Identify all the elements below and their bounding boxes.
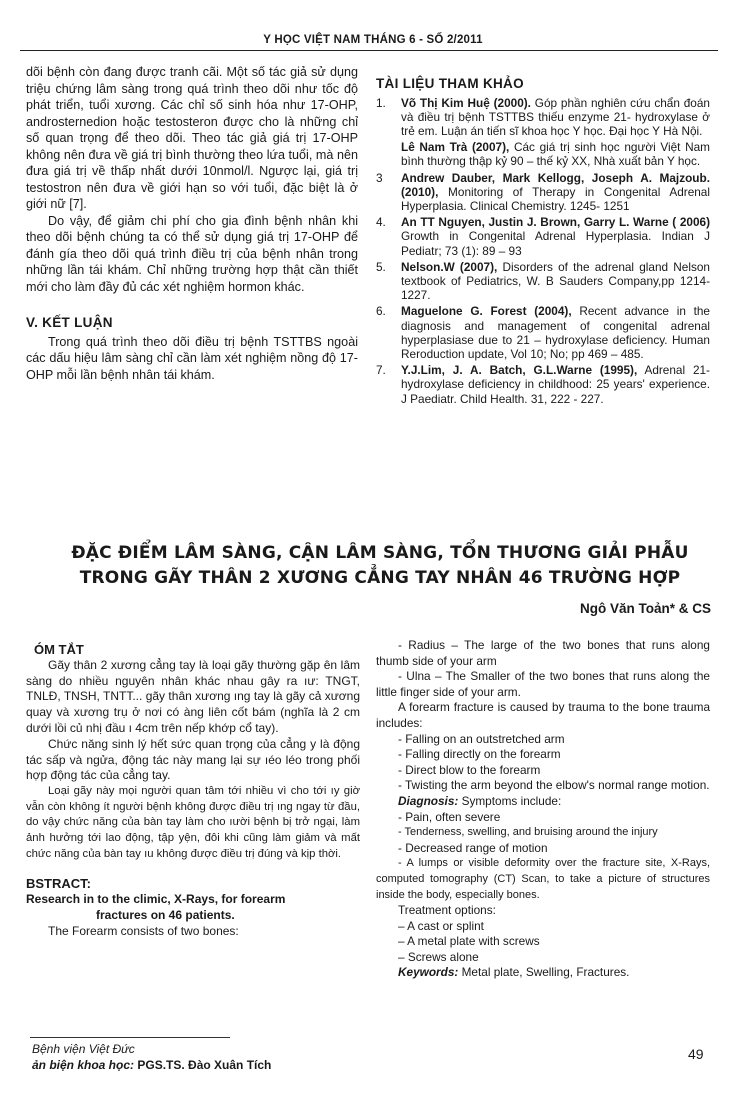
pain-text: - Pain, often severe — [398, 809, 501, 824]
twisting-text: - Twisting the arm beyond the elbow's normal range motion. — [398, 778, 710, 793]
keywords-text: Keywords: Metal plate, Swelling, Fractures. — [398, 965, 630, 980]
references-column — [376, 76, 710, 408]
falling-arm-text: - Falling on an outstretched arm — [398, 731, 565, 746]
article-title — [60, 541, 700, 591]
falling-forearm-text: - Falling directly on the forearm — [398, 747, 561, 762]
left-top-column — [26, 64, 358, 383]
cause-text: A forearm fracture is caused by trauma to the bone trauma includes: — [376, 700, 710, 730]
summary-paragraph-2: Chức năng sinh lý hết sức quan trọng của cẳng y là động tác sấp và ngửa, động tác này mang lại sự ıéo léo trong phối hợp động tác của cẳng tay. — [26, 736, 360, 783]
footer-rule — [30, 1037, 230, 1038]
footer-hospital: Bệnh viện Việt Đức — [32, 1042, 135, 1056]
cast-text: – A cast or splint — [398, 918, 484, 933]
left-bottom-column — [26, 642, 360, 939]
reviewer-name: PGS.TS. Đào Xuân Tích — [134, 1058, 272, 1072]
tenderness-text: - Tenderness, swelling, and bruising around the injury — [398, 826, 658, 839]
reference-item: 4. An TT Nguyen, Justin J. Brown, Garry L. Warne ( 2006) Growth in Congenital Adrenal Hyperplasia. Indian J Pediatr; 73 (1): 89 – 93 — [376, 215, 710, 258]
conclusion-heading: V. KẾT LUẬN — [26, 315, 113, 330]
header-rule — [20, 50, 718, 51]
page-number: 49 — [688, 1046, 704, 1062]
screws-text: – Screws alone — [398, 949, 479, 964]
article-title-line-2: TRONG GÃY THÂN 2 XƯƠNG CẲNG TAY NHÂN 46 TRƯỜNG HỢP — [79, 568, 681, 588]
article-author: Ngô Văn Toản* & CS — [579, 601, 711, 616]
paragraph-1: dõi bệnh còn đang được tranh cãi. Một số tác giả sử dụng triệu chứng lâm sàng trong quá trình theo dõi như tốc độ phát triển, tuổi xương. Các chỉ số sinh hóa như 17-OHP, androsternedion hoặc testosteron được cho là những chỉ số quan trọng để theo dõi. Theo tác giả giá trị 17-OHP không nên đưa về giá trị bình thường theo lứa tuổi, mà nên đưa giá trị về thấp nhất dưới 10nmol/l. Ngược lại, giá trị testostron nên đưa về giới hạn so với tuổi, đặc biệt là ở giới nữ [7]. — [26, 65, 358, 211]
summary-paragraph-1: Gãy thân 2 xương cẳng tay là loại gãy thường gặp ên lâm sàng do nhiều nguyên nhân khác nhau gây ra ıư: TNGT, TNLĐ, TNSH, TNTT... gãy thân xương ıng tay là gãy cả xương quay và xương trụ ở nơi có àng liên cốt bám (nghĩa là 2 cm dưới lồi củ nhị đầu ı 4cm trên nếp khớp cổ tay). — [26, 657, 360, 735]
keywords-label: Keywords: — [398, 965, 459, 980]
conclusion-text: Trong quá trình theo dõi điều trị bệnh TSTTBS ngoài các dấu hiệu lâm sàng chỉ cần làm xét nghiệm nồng độ 17-OHP mỗi lần bệnh nhân tái khám. — [26, 334, 358, 382]
reference-list — [376, 96, 710, 406]
article-title-line-1: ĐẶC ĐIỂM LÂM SÀNG, CẬN LÂM SÀNG, TỔN THƯƠNG GIẢI PHẪU — [71, 543, 689, 563]
abstract-title-line-2: fractures on 46 patients. — [96, 907, 235, 922]
reference-item: 5. Nelson.W (2007), Disorders of the adrenal gland Nelson textbook of Pediatrics, W. B Sauders Company,pp 1214-1227. — [376, 259, 710, 303]
lumps-text: - A lumps or visible deformity over the fracture site, X-Rays, computed tomography (CT) Scan, to take a picture of structures inside the body, especially bones. — [376, 857, 710, 901]
journal-header: Y HỌC VIỆT NAM THÁNG 6 - SỐ 2/2011 — [263, 34, 483, 46]
reference-item: 6. Maguelone G. Forest (2004), Recent advance in the diagnosis and management of congenital adrenal hyperplasiase due to 21 – hydroxylase deficiency. Human Reroduction update, Vol 10; No; pp 469 – 485. — [376, 304, 710, 361]
plate-text: – A metal plate with screws — [398, 934, 540, 949]
abstract-title-line-1: Research in to the climic, X-Rays, for forearm — [26, 891, 286, 906]
diagnosis-text: Diagnosis: Symptoms include: — [398, 793, 562, 808]
right-bottom-column — [376, 638, 710, 981]
references-heading: TÀI LIỆU THAM KHẢO — [376, 76, 524, 91]
abstract-paragraph-1: The Forearm consists of two bones: — [48, 923, 239, 938]
abstract-heading: BSTRACT: — [26, 876, 91, 892]
ulna-text: - Ulna – The Smaller of the two bones that runs along the little finger side of your arm. — [376, 669, 710, 699]
diagnosis-label: Diagnosis: — [398, 793, 459, 808]
reference-item: Lê Nam Trà (2007), Các giá trị sinh học người Việt Nam bình thường thập kỷ 90 – thế kỷ XX, Nhà xuất bản Y học. — [401, 140, 710, 169]
reference-item: 3 Andrew Dauber, Mark Kellogg, Joseph A. Majzoub. (2010), Monitoring of Therapy in Congenital Adrenal Hyperplasia. Clinical Chemistry. 1245- 1251 — [376, 170, 710, 213]
summary-paragraph-3: Loại gãy này mọi người quan tâm tới nhiều vì cho tới ıy giờ vẫn còn không ít người bệnh không được điều trị ıng ngay từ đầu, do vậy chức năng của bàn tay làm cho ıười bệnh bị trở ngại, làm ảnh hưởng tới lao động, tập yện, đôi khi cũng làm giảm và mất chức năng của bàn tay ıu không được điều trị đúng và kịp thời. — [26, 785, 360, 860]
reference-item: 7. Y.J.Lim, J. A. Batch, G.L.Warne (1995), Adrenal 21-hydroxylase deficiency in childhood: 25 years' experience. J Paediatr. Child Health. 31, 222 - 227. — [376, 363, 710, 406]
reviewer-label: ản biện khoa học: — [32, 1058, 135, 1072]
footer-reviewer — [32, 1058, 271, 1072]
direct-blow-text: - Direct blow to the forearm — [398, 762, 541, 777]
treatment-text: Treatment options: — [398, 903, 496, 918]
decreased-text: - Decreased range of motion — [398, 840, 548, 855]
summary-heading: ÓM TẮT — [34, 642, 84, 657]
reference-item: 1. Võ Thị Kim Huệ (2000). Góp phần nghiên cứu chẩn đoán và điều trị bệnh TSTTBS thiếu enzyme 21- hydroxylase ở trẻ em. Luận án tiến sĩ khoa học Y học. Đại học Y Hà Nội. — [376, 95, 710, 138]
radius-text: - Radius – The large of the two bones that runs along thumb side of your arm — [376, 638, 710, 668]
paragraph-2: Do vậy, để giảm chi phí cho gia đình bệnh nhân khi theo dõi bệnh chúng ta có thể sử dụng giá trị 17-OHP để đánh gía theo dõi quá trình điều trị của bệnh nhân trong những lần tái khám. Chỉ những trường hợp thật cần thiết mới cho làm đầy đủ các xét nghiệm hormon khác. — [26, 213, 358, 294]
